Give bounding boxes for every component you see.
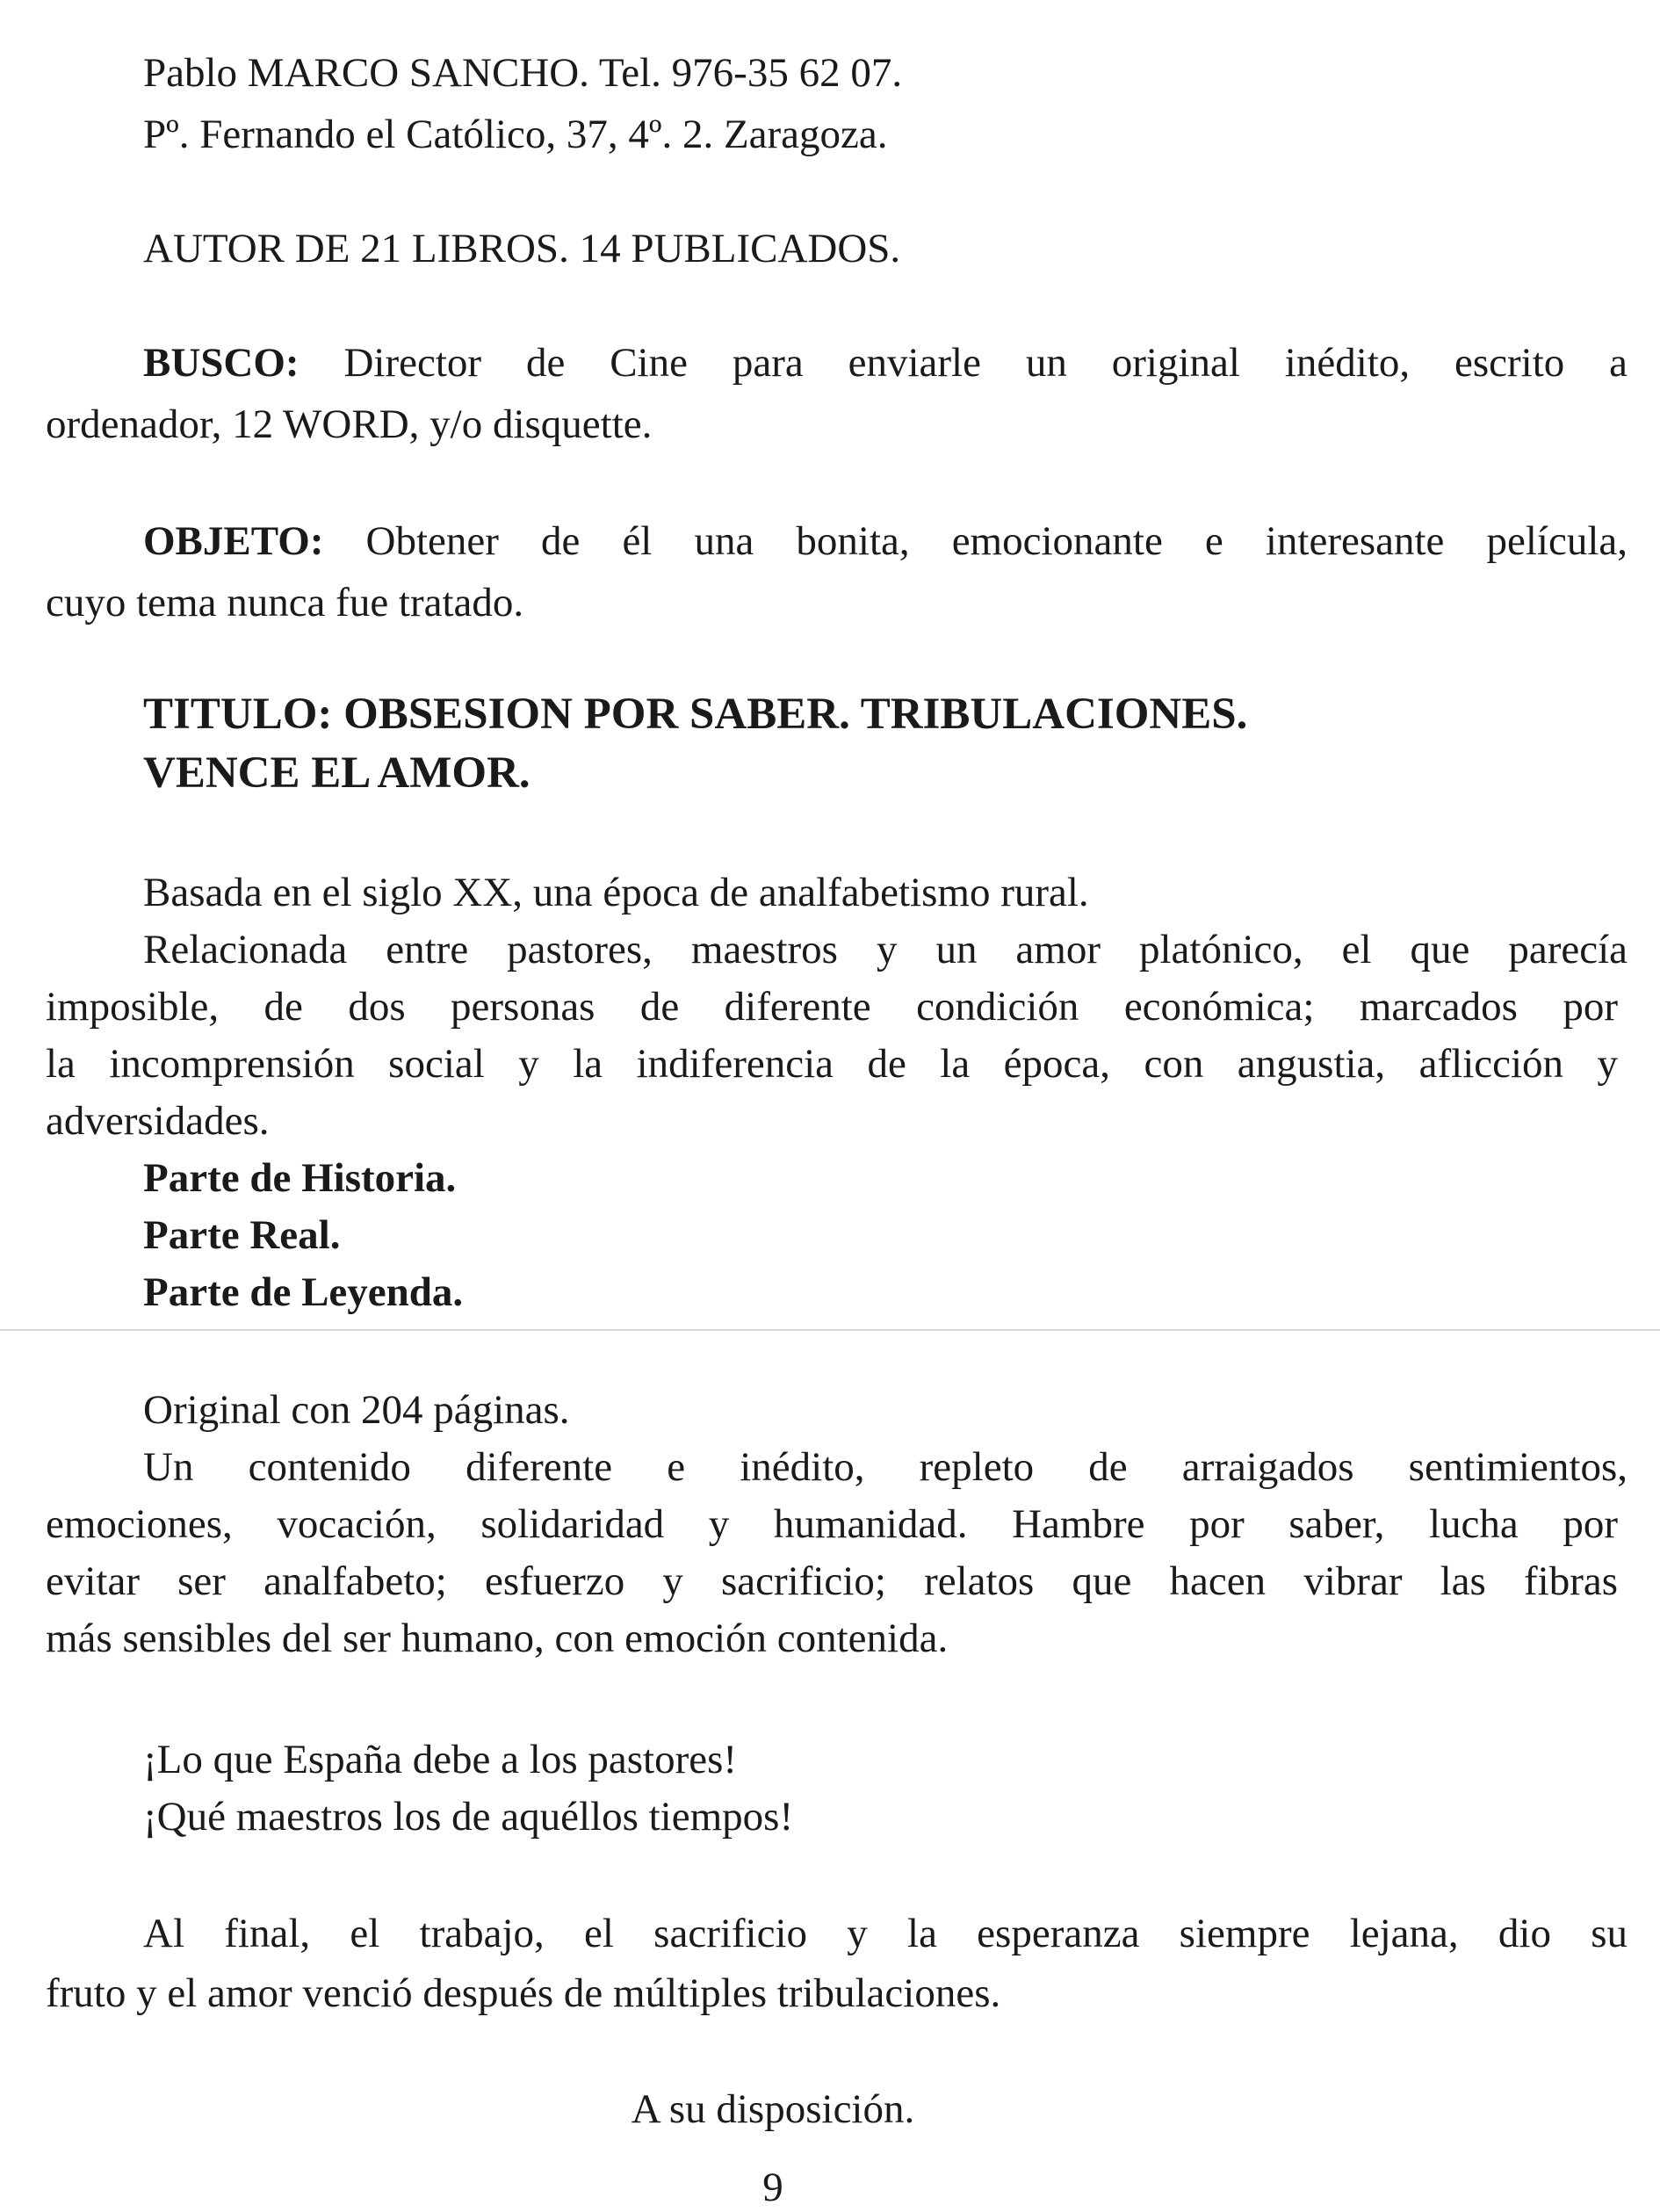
objeto-text: Obtener de él una bonita, emocionante e interesante película, [323,518,1628,564]
part-real: Parte Real. [143,1212,341,1258]
original-line: más sensibles del ser humano, con emoción contenida. [46,1616,949,1661]
objeto-label: OBJETO: [143,518,324,564]
page-number: 9 [762,2165,783,2210]
synopsis-line: Relacionada entre pastores, maestros y un amor platónico, el que parecía [143,927,1628,972]
original-line: Original con 204 páginas. [143,1387,570,1433]
objeto-paragraph-line1 [143,517,1628,566]
busco-paragraph-line1 [143,338,1628,387]
objeto-paragraph-line2: cuyo tema nunca fue tratado. [46,580,524,625]
original-line: emociones, vocación, solidaridad y humanidad. Hambre por saber, lucha por [46,1501,1618,1547]
busco-paragraph-line2: ordenador, 12 WORD, y/o disquette. [46,401,653,447]
closing-line1: Al final, el trabajo, el sacrificio y la esperanza siempre lejana, dio su [143,1911,1628,1956]
paper-fold-line [0,1329,1660,1331]
part-legend: Parte de Leyenda. [143,1269,464,1315]
exclamation-line: ¡Lo que España debe a los pastores! [143,1737,738,1782]
original-line: Un contenido diferente e inédito, repleto de arraigados sentimientos, [143,1444,1628,1490]
part-history: Parte de Historia. [143,1155,457,1201]
exclamation-line: ¡Qué maestros los de aquéllos tiempos! [143,1794,794,1840]
original-line: evitar ser analfabeto; esfuerzo y sacrificio; relatos que hacen vibrar las fibras [46,1558,1618,1604]
title-line2: VENCE EL AMOR. [143,748,530,798]
synopsis-line: la incomprensión social y la indiferencia de la época, con angustia, aflicción y [46,1041,1618,1087]
author-line: AUTOR DE 21 LIBROS. 14 PUBLICADOS. [143,226,901,271]
synopsis-line: imposible, de dos personas de diferente condición económica; marcados por [46,984,1618,1030]
busco-text: Director de Cine para enviarle un original inédito, escrito a [299,340,1628,386]
header-contact-line: Pablo MARCO SANCHO. Tel. 976-35 62 07. [143,50,903,96]
closing-line2: fruto y el amor venció después de múltiples tribulaciones. [46,1970,1001,2016]
synopsis-line: Basada en el siglo XX, una época de analfabetismo rural. [143,870,1089,915]
header-address-line: Pº. Fernando el Católico, 37, 4º. 2. Zaragoza. [143,112,888,157]
title-line1: TITULO: OBSESION POR SABER. TRIBULACIONES. [143,690,1248,739]
busco-label: BUSCO: [143,340,300,386]
signoff: A su disposición. [631,2086,915,2132]
synopsis-line: adversidades. [46,1098,270,1144]
